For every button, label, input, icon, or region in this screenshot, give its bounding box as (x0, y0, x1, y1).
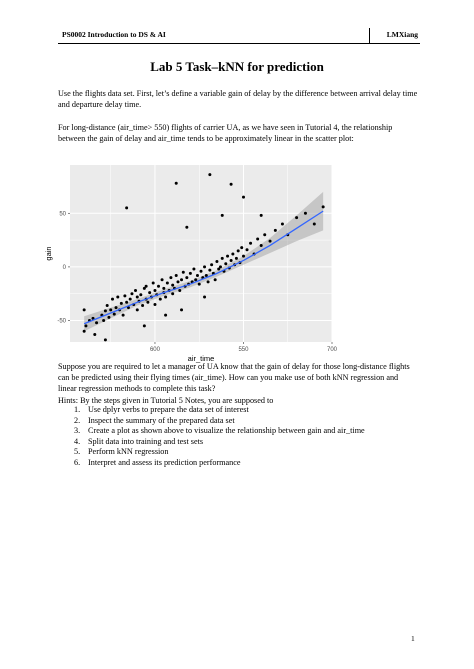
x-tick-label: 600 (149, 347, 160, 353)
list-item: 6. Interpret and assess its prediction performance (74, 457, 241, 467)
hints-intro: Hints: By the steps given in Tutorial 5 Notes, you are supposed to (58, 396, 274, 405)
course-title: PS0002 Introduction to DS & AI (62, 30, 166, 39)
list-item: 5. Perform kNN regression (74, 447, 169, 456)
list-item: 1. Use dplyr verbs to prepare the data set of interest (74, 405, 249, 414)
y-tick-label: 0 (62, 264, 66, 271)
x-tick-label: 550 (238, 347, 249, 353)
hints-list (58, 405, 418, 468)
list-item: 2. Inspect the summary of the prepared data set (74, 415, 235, 425)
header-separator (369, 28, 370, 43)
author-name: LMXiang (386, 30, 418, 39)
y-axis-label: gain (44, 246, 53, 261)
context-paragraph: For long-distance (air_time> 550) flights of carrier UA, as we have seen in Tutorial 4, the relationship between the gain of delay and air_time tends to be approximately linear in the scatter plot: (58, 123, 393, 143)
y-tick-label: -50 (57, 318, 66, 325)
intro-paragraph: Use the flights data set. First, let’s define a variable gain of delay by the difference between arrival delay time and departure delay time. (58, 89, 418, 109)
page-title: Lab 5 Task–kNN for prediction (150, 59, 324, 74)
axis-layer (44, 211, 338, 363)
page-header (58, 28, 420, 46)
x-tick-label: 700 (326, 347, 338, 353)
list-item: 3. Create a plot as shown above to visualize the relationship between gain and air_time (74, 426, 365, 435)
y-tick-label: 50 (59, 211, 66, 218)
list-item: 4. Split data into training and test sets (74, 436, 204, 446)
header-rule (58, 43, 420, 44)
x-axis-label: air_time (187, 354, 215, 363)
page-number: 1 (411, 634, 415, 643)
question-paragraph: Suppose you are required to let a manager of UA know that the gain of delay for those long-distance flights can be predicted using their flying times (air_time). How can you make use of both kNN regression and linear regression methods to complete this task? (58, 362, 410, 393)
chart-axes (40, 165, 340, 365)
